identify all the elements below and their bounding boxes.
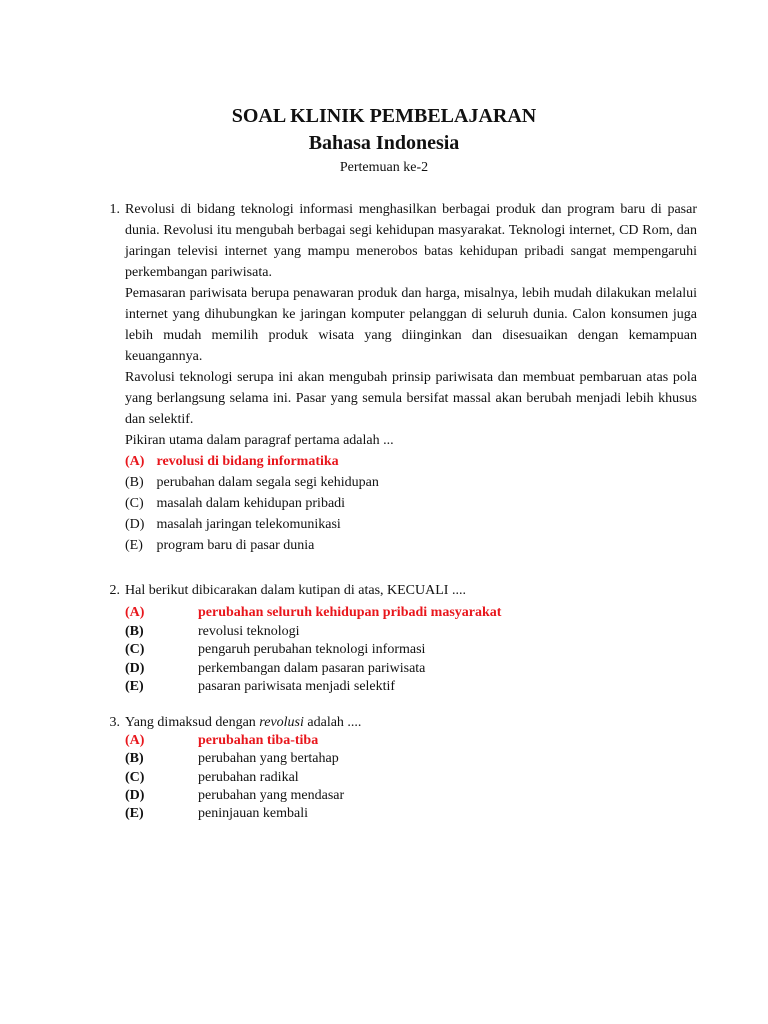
option-label: (B): [125, 475, 144, 490]
question-2-number: 2.: [109, 583, 120, 598]
option-label: (E): [125, 538, 143, 553]
question-1-number: 1.: [109, 202, 120, 217]
question-3-option-e-label[interactable]: (E): [125, 806, 144, 821]
question-3-prompt: [125, 712, 361, 733]
question-1-paragraph-3: Ravolusi teknologi serupa ini akan mengubah prinsip pariwisata dan membuat pembaruan atas pola yang berlangsung selama ini. Pasar yang semula bersifat massal akan berubah menjadi lebih khusus dan selektif.: [125, 370, 697, 427]
document-title: SOAL KLINIK PEMBELAJARAN: [231, 105, 537, 127]
question-3-option-b-text[interactable]: perubahan yang bertahap: [198, 751, 339, 766]
document-subject: Bahasa Indonesia: [308, 132, 460, 154]
question-2-option-a-text[interactable]: perubahan seluruh kehidupan pribadi masyarakat: [198, 605, 502, 620]
option-label: (D): [125, 517, 145, 532]
question-3-option-a-text[interactable]: perubahan tiba-tiba: [198, 733, 319, 748]
prompt-term: revolusi: [259, 715, 304, 730]
question-2-option-c-label[interactable]: (C): [125, 642, 145, 657]
question-1-option-c[interactable]: [125, 493, 345, 514]
question-3-option-c-text[interactable]: perubahan radikal: [198, 770, 299, 785]
question-2-option-c-text[interactable]: pengaruh perubahan teknologi informasi: [198, 642, 426, 657]
prompt-text-after: adalah ....: [303, 715, 362, 730]
option-text: masalah jaringan telekomunikasi: [156, 517, 341, 532]
question-3-option-a-label[interactable]: (A): [125, 733, 145, 748]
question-2-option-e-label[interactable]: (E): [125, 679, 144, 694]
question-3-option-e-text[interactable]: peninjauan kembali: [198, 806, 309, 821]
option-text: perubahan dalam segala segi kehidupan: [156, 475, 379, 490]
question-3-option-d-text[interactable]: perubahan yang mendasar: [198, 788, 345, 803]
question-1-paragraph-1: Revolusi di bidang teknologi informasi menghasilkan berbagai produk dan program baru di pasar dunia. Revolusi itu mengubah berbagai segi kehidupan masyarakat. Teknologi internet, CD Rom, dan jaringan televisi internet yang mampu menerobos batas kehidupan pribadi sangat mempengaruhi perkembangan pariwisata.: [125, 202, 697, 280]
question-2-option-a-label[interactable]: (A): [125, 605, 145, 620]
question-3-option-b-label[interactable]: (B): [125, 751, 144, 766]
question-1-option-a[interactable]: [125, 451, 339, 472]
question-1-option-d[interactable]: [125, 514, 341, 535]
question-2-prompt: Hal berikut dibicarakan dalam kutipan di atas, KECUALI ....: [125, 583, 466, 598]
option-text: revolusi di bidang informatika: [156, 454, 339, 469]
question-3-option-c-label[interactable]: (C): [125, 770, 145, 785]
question-1-prompt: Pikiran utama dalam paragraf pertama adalah ...: [125, 433, 394, 448]
question-2-option-d-label[interactable]: (D): [125, 661, 145, 676]
question-1-paragraph-2: Pemasaran pariwisata berupa penawaran produk dan harga, misalnya, lebih mudah dilakukan melalui internet yang dihubungkan ke jaringan komputer pelanggan di seluruh dunia. Calon konsumen juga lebih mudah memilih produk wisata yang diinginkan dan disesuaikan dengan kemampuan keuangannya.: [125, 286, 697, 364]
question-2-option-b-label[interactable]: (B): [125, 624, 144, 639]
question-2-option-b-text[interactable]: revolusi teknologi: [198, 624, 300, 639]
option-text: program baru di pasar dunia: [156, 538, 315, 553]
question-1-option-b[interactable]: [125, 472, 379, 493]
option-text: masalah dalam kehidupan pribadi: [156, 496, 346, 511]
question-1-option-e[interactable]: [125, 535, 314, 556]
option-label: (C): [125, 496, 144, 511]
question-2-option-e-text[interactable]: pasaran pariwisata menjadi selektif: [198, 679, 396, 694]
meeting-label: Pertemuan ke-2: [339, 160, 429, 175]
question-2-option-d-text[interactable]: perkembangan dalam pasaran pariwisata: [198, 661, 426, 676]
question-3-option-d-label[interactable]: (D): [125, 788, 145, 803]
question-3-number: 3.: [109, 715, 120, 730]
option-label: (A): [125, 454, 145, 469]
prompt-text-before: Yang dimaksud dengan: [125, 715, 260, 730]
